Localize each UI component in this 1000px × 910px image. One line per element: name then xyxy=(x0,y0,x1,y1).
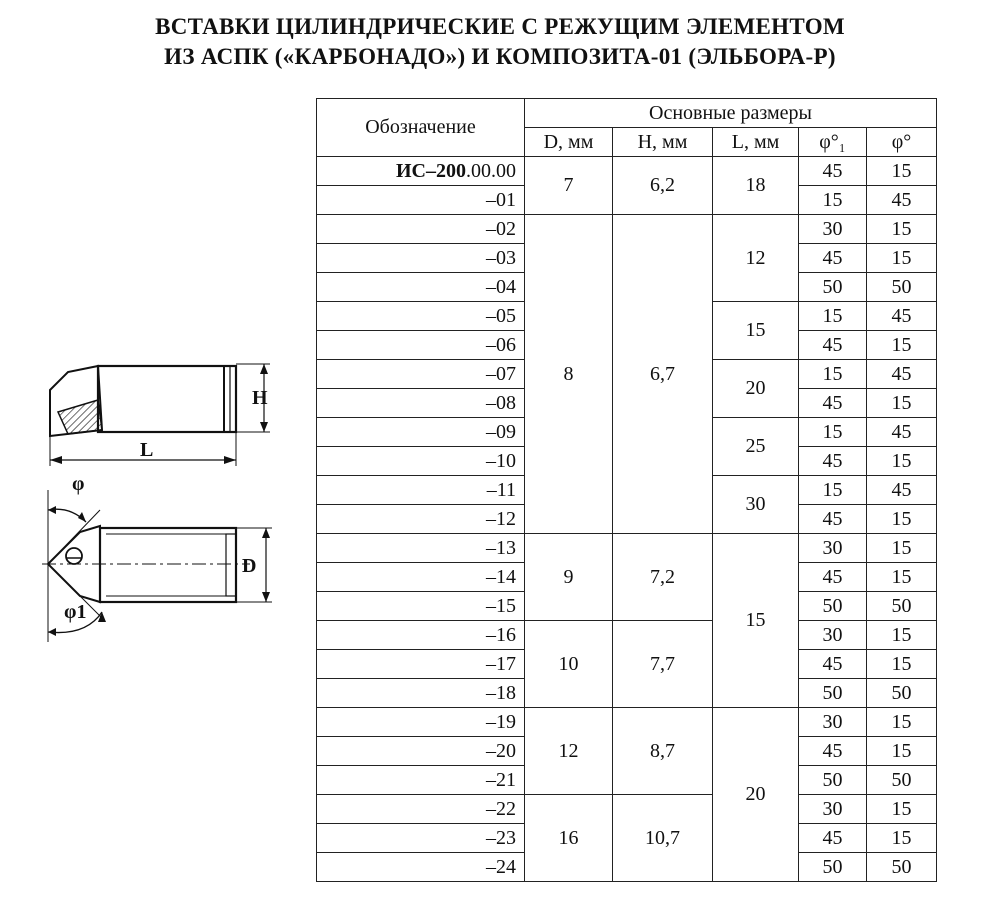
phi1-cell: 15 xyxy=(799,186,867,215)
phi1-cell: 30 xyxy=(799,708,867,737)
phi1-cell: 50 xyxy=(799,853,867,882)
label-L: L xyxy=(140,439,154,461)
designation-cell: –18 xyxy=(317,679,525,708)
header-main-sizes: Основные размеры xyxy=(525,99,937,128)
phi-cell: 15 xyxy=(867,737,937,766)
designation-cell: –20 xyxy=(317,737,525,766)
designation-cell: –10 xyxy=(317,447,525,476)
designation-cell: –01 xyxy=(317,186,525,215)
d-cell: 16 xyxy=(525,795,613,882)
table-row xyxy=(317,534,937,563)
l-cell: 15 xyxy=(713,534,799,708)
designation-bold: ИС–200 xyxy=(396,159,466,182)
d-cell: 10 xyxy=(525,621,613,708)
d-cell: 9 xyxy=(525,534,613,621)
label-D: D xyxy=(242,555,257,577)
phi1-cell: 45 xyxy=(799,331,867,360)
phi1-cell: 30 xyxy=(799,795,867,824)
phi-cell: 45 xyxy=(867,186,937,215)
phi1-cell: 15 xyxy=(799,302,867,331)
phi-cell: 50 xyxy=(867,273,937,302)
phi-cell: 15 xyxy=(867,650,937,679)
designation-cell: –05 xyxy=(317,302,525,331)
phi1-cell: 15 xyxy=(799,360,867,389)
table-row xyxy=(317,708,937,737)
header-phi1: φ°₁ xyxy=(799,128,867,157)
phi1-cell: 45 xyxy=(799,563,867,592)
table-row xyxy=(317,795,937,824)
header-designation: Обозначение xyxy=(317,99,525,157)
d-cell: 12 xyxy=(525,708,613,795)
designation-cell: –06 xyxy=(317,331,525,360)
phi-cell: 15 xyxy=(867,244,937,273)
table-row xyxy=(317,215,937,244)
h-cell: 6,7 xyxy=(613,215,713,534)
header-d: D, мм xyxy=(525,128,613,157)
phi1-cell: 45 xyxy=(799,447,867,476)
phi-cell: 50 xyxy=(867,766,937,795)
phi1-cell: 45 xyxy=(799,157,867,186)
phi1-cell: 45 xyxy=(799,650,867,679)
label-phi1: φ1 xyxy=(64,601,87,623)
h-cell: 7,2 xyxy=(613,534,713,621)
designation-cell: –08 xyxy=(317,389,525,418)
designation-cell: –19 xyxy=(317,708,525,737)
phi-cell: 45 xyxy=(867,476,937,505)
phi-cell: 15 xyxy=(867,534,937,563)
l-cell: 20 xyxy=(713,360,799,418)
phi1-cell: 50 xyxy=(799,273,867,302)
phi1-cell: 45 xyxy=(799,244,867,273)
phi-cell: 45 xyxy=(867,302,937,331)
header-l: L, мм xyxy=(713,128,799,157)
designation-cell: –24 xyxy=(317,853,525,882)
phi-cell: 45 xyxy=(867,360,937,389)
phi-cell: 50 xyxy=(867,853,937,882)
designation-cell: –21 xyxy=(317,766,525,795)
phi1-cell: 30 xyxy=(799,534,867,563)
phi-cell: 15 xyxy=(867,389,937,418)
table-row xyxy=(317,157,937,186)
phi-cell: 50 xyxy=(867,679,937,708)
phi1-cell: 50 xyxy=(799,766,867,795)
designation-cell: –09 xyxy=(317,418,525,447)
phi-cell: 15 xyxy=(867,621,937,650)
h-cell: 6,2 xyxy=(613,157,713,215)
label-H: H xyxy=(252,387,268,409)
designation-cell: –15 xyxy=(317,592,525,621)
h-cell: 10,7 xyxy=(613,795,713,882)
phi1-cell: 45 xyxy=(799,505,867,534)
designation-cell: –03 xyxy=(317,244,525,273)
phi-cell: 15 xyxy=(867,505,937,534)
phi-cell: 15 xyxy=(867,331,937,360)
designation-cell: –14 xyxy=(317,563,525,592)
l-cell: 18 xyxy=(713,157,799,215)
phi-cell: 15 xyxy=(867,447,937,476)
d-cell: 8 xyxy=(525,215,613,534)
label-phi: φ xyxy=(72,473,85,495)
table-row xyxy=(317,621,937,650)
designation-cell: –12 xyxy=(317,505,525,534)
designation-cell: –11 xyxy=(317,476,525,505)
l-cell: 15 xyxy=(713,302,799,360)
phi-cell: 15 xyxy=(867,215,937,244)
l-cell: 12 xyxy=(713,215,799,302)
phi1-cell: 30 xyxy=(799,215,867,244)
phi1-cell: 45 xyxy=(799,824,867,853)
designation-cell: –17 xyxy=(317,650,525,679)
designation-cell: –16 xyxy=(317,621,525,650)
phi-cell: 45 xyxy=(867,418,937,447)
phi1-cell: 45 xyxy=(799,389,867,418)
h-cell: 8,7 xyxy=(613,708,713,795)
l-cell: 25 xyxy=(713,418,799,476)
phi-cell: 15 xyxy=(867,157,937,186)
page-title xyxy=(0,12,1000,72)
designation-cell: –23 xyxy=(317,824,525,853)
phi1-cell: 15 xyxy=(799,418,867,447)
title-line-2: ИЗ АСПК («КАРБОНАДО») И КОМПОЗИТА-01 (ЭЛЬБОРА-Р) xyxy=(164,44,836,69)
phi-cell: 50 xyxy=(867,592,937,621)
designation-cell: –13 xyxy=(317,534,525,563)
phi1-cell: 50 xyxy=(799,592,867,621)
h-cell: 7,7 xyxy=(613,621,713,708)
phi-cell: 15 xyxy=(867,795,937,824)
side-view xyxy=(50,364,270,466)
dimensions-table xyxy=(316,98,937,882)
designation-cell: –07 xyxy=(317,360,525,389)
designation-cell: –22 xyxy=(317,795,525,824)
phi-cell: 15 xyxy=(867,708,937,737)
top-view xyxy=(42,473,272,642)
insert-drawing xyxy=(40,350,300,660)
phi-cell: 15 xyxy=(867,563,937,592)
designation-suffix: .00.00 xyxy=(466,159,516,182)
phi1-cell: 45 xyxy=(799,737,867,766)
designation-cell: –02 xyxy=(317,215,525,244)
phi1-cell: 50 xyxy=(799,679,867,708)
l-cell: 30 xyxy=(713,476,799,534)
l-cell: 20 xyxy=(713,708,799,882)
header-h: H, мм xyxy=(613,128,713,157)
phi1-cell: 15 xyxy=(799,476,867,505)
d-cell: 7 xyxy=(525,157,613,215)
designation-cell xyxy=(317,157,525,186)
phi-cell: 15 xyxy=(867,824,937,853)
header-phi: φ° xyxy=(867,128,937,157)
designation-cell: –04 xyxy=(317,273,525,302)
title-line-1: ВСТАВКИ ЦИЛИНДРИЧЕСКИЕ С РЕЖУЩИМ ЭЛЕМЕНТОМ xyxy=(155,14,845,39)
phi1-cell: 30 xyxy=(799,621,867,650)
